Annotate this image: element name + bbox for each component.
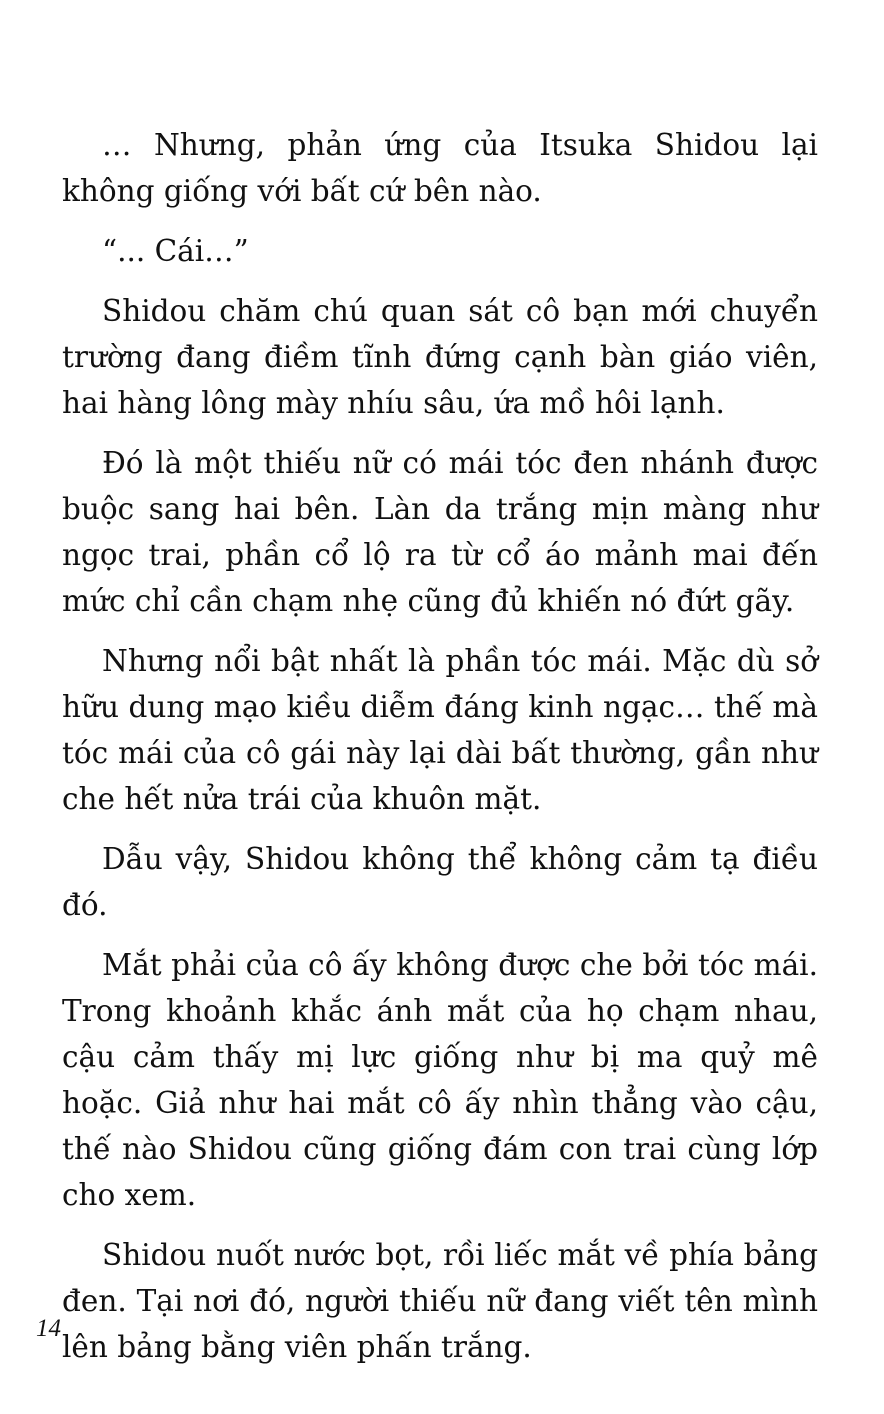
paragraph: Shidou nuốt nước bọt, rồi liếc mắt về phía bảng đen. Tại nơi đó, người thiếu nữ đang viết tên mình lên bảng bằng viên phấn trắng.	[62, 1238, 818, 1364]
body-text	[62, 122, 818, 1384]
paragraph: Mắt phải của cô ấy không được che bởi tóc mái. Trong khoảnh khắc ánh mắt của họ chạm nhau, cậu cảm thấy mị lực giống như bị ma quỷ mê hoặc. Giả như hai mắt cô ấy nhìn thẳng vào cậu, thế nào Shidou cũng giống đám con trai cùng lớp cho xem.	[62, 948, 818, 1212]
paragraph: Nhưng nổi bật nhất là phần tóc mái. Mặc dù sở hữu dung mạo kiều diễm đáng kinh ngạc… thế mà tóc mái của cô gái này lại dài bất thường, gần như che hết nửa trái của khuôn mặt.	[62, 644, 818, 816]
paragraph: Shidou chăm chú quan sát cô bạn mới chuyển trường đang điềm tĩnh đứng cạnh bàn giáo viên, hai hàng lông mày nhíu sâu, ứa mồ hôi lạnh.	[62, 294, 818, 420]
page-number: 14	[36, 1315, 61, 1342]
paragraph: … Nhưng, phản ứng của Itsuka Shidou lại không giống với bất cứ bên nào.	[62, 128, 818, 208]
paragraph: “... Cái…”	[102, 234, 249, 268]
paragraph: Đó là một thiếu nữ có mái tóc đen nhánh được buộc sang hai bên. Làn da trắng mịn màng như ngọc trai, phần cổ lộ ra từ cổ áo mảnh mai đến mức chỉ cần chạm nhẹ cũng đủ khiến nó đứt gãy.	[62, 446, 818, 618]
paragraph: Dẫu vậy, Shidou không thể không cảm tạ điều đó.	[62, 842, 818, 922]
